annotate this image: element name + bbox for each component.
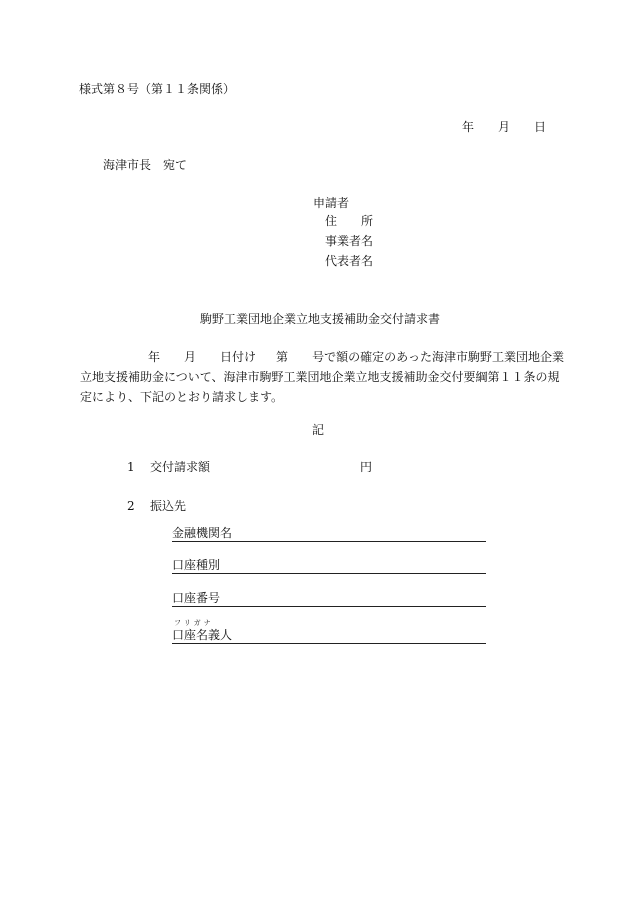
request-body-text — [80, 347, 564, 407]
account-holder-field[interactable]: 口座名義人 — [172, 629, 486, 644]
document-title: 駒野工業団地企業立地支援補助金交付請求書 — [200, 312, 441, 326]
form-number: 様式第８号（第１１条関係） — [79, 82, 236, 96]
date-year-label: 年 — [462, 120, 475, 134]
applicant-business-name-label: 事業者名 — [325, 234, 374, 248]
bank-name-field[interactable]: 金融機関名 — [172, 527, 486, 542]
applicant-heading: 申請者 — [313, 196, 350, 210]
body-line-1 — [80, 347, 564, 367]
date-day-label: 日 — [534, 120, 547, 134]
body-date-suffix: 日付け — [220, 350, 257, 364]
date-line — [462, 121, 546, 133]
body-line1-rest: 号で額の確定のあった海津市駒野工業団地企業 — [312, 350, 564, 364]
item-1-label: 交付請求額 — [150, 460, 211, 474]
applicant-address-label: 住 所 — [325, 214, 374, 228]
item-2-label: 振込先 — [150, 499, 187, 513]
furigana-label: フリガナ — [174, 619, 214, 627]
item-2-number: 2 — [127, 499, 135, 513]
account-number-field[interactable]: 口座番号 — [172, 592, 486, 607]
body-month-label: 月 — [184, 350, 197, 364]
body-year-label: 年 — [148, 350, 161, 364]
account-type-field[interactable]: 口座種別 — [172, 559, 486, 574]
body-number-prefix: 第 — [276, 350, 289, 364]
ki-heading: 記 — [312, 423, 325, 437]
applicant-representative-label: 代表者名 — [325, 254, 374, 268]
addressee: 海津市長 宛て — [103, 158, 188, 172]
body-line-2: 立地支援補助金について、海津市駒野工業団地企業立地支援補助金交付要綱第１１条の規 — [80, 370, 560, 384]
item-1-unit: 円 — [360, 460, 373, 474]
date-month-label: 月 — [498, 120, 511, 134]
body-line-3: 定により、下記のとおり請求します。 — [80, 390, 284, 404]
item-1-number: 1 — [127, 460, 135, 474]
